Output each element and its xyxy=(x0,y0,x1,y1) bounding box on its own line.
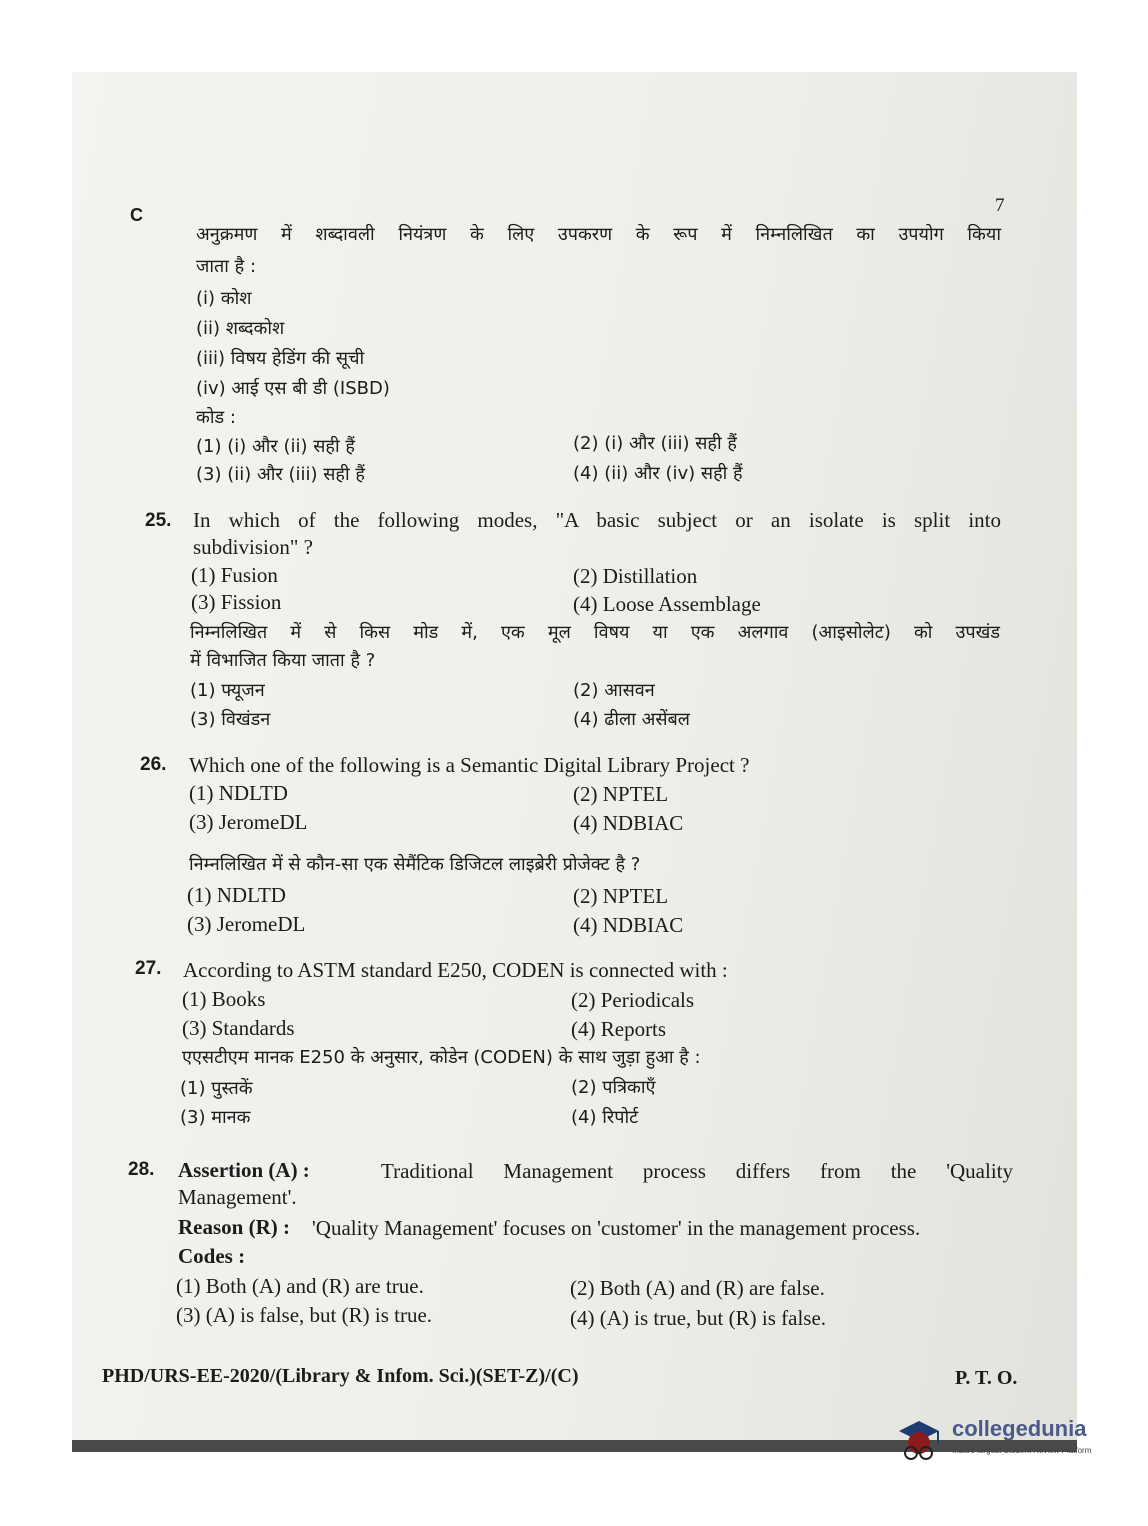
q27-en-option: (3) Standards xyxy=(182,1016,295,1040)
question-number: 28. xyxy=(128,1159,155,1180)
q28-option: (2) Both (A) and (R) are false. xyxy=(570,1276,825,1300)
q27-hi-option: (2) पत्रिकाएँ xyxy=(571,1077,656,1098)
q28-reason-text: 'Quality Management' focuses on 'customer' in the management process. xyxy=(312,1216,921,1240)
q26-hi-option: (2) NPTEL xyxy=(573,884,669,908)
q27-hi-option: (3) मानक xyxy=(180,1107,251,1128)
q25-hi-option: (4) ढीला असेंबल xyxy=(573,709,691,730)
q28-assertion-line2: Management'. xyxy=(178,1185,297,1209)
question-number: 25. xyxy=(145,510,172,531)
q26-en-option: (2) NPTEL xyxy=(573,782,669,806)
q28-assertion-line1: Traditional Management process differs from the 'Quality xyxy=(381,1159,1013,1183)
question-number: 26. xyxy=(140,754,167,775)
watermark-tagline: India's largest Student Review Platform xyxy=(952,1446,1092,1455)
q25-en-option: (1) Fusion xyxy=(191,563,278,587)
graduate-icon xyxy=(893,1415,945,1467)
paper-code: PHD/URS-EE-2020/(Library & Infom. Sci.)(SET-Z)/(C) xyxy=(102,1365,579,1387)
q26-hi-stem: निम्नलिखित में से कौन-सा एक सेमैंटिक डिजिटल लाइब्रेरी प्रोजेक्ट है ? xyxy=(189,854,641,875)
q28-assertion-label: Assertion (A) : xyxy=(178,1158,310,1182)
q27-hi-option: (1) पुस्तकें xyxy=(180,1078,253,1099)
question-number: 27. xyxy=(135,958,162,979)
q26-en-option: (3) JeromeDL xyxy=(189,810,308,834)
q25-en-option: (3) Fission xyxy=(191,590,282,614)
q26-en-option: (1) NDLTD xyxy=(189,781,288,805)
q24-stem-line2: जाता है : xyxy=(196,256,257,277)
q25-hi-option: (1) फ्यूजन xyxy=(190,680,265,701)
q24-item: (iii) विषय हेडिंग की सूची xyxy=(196,348,365,369)
q25-en-line2: subdivision" ? xyxy=(193,535,313,559)
q28-option: (3) (A) is false, but (R) is true. xyxy=(176,1303,433,1327)
q24-option: (1) (i) और (ii) सही हैं xyxy=(196,436,355,457)
q28-option: (4) (A) is true, but (R) is false. xyxy=(570,1306,827,1330)
q25-en-line1: In which of the following modes, "A basic subject or an isolate is split into xyxy=(193,508,1001,532)
q24-item: (ii) शब्दकोश xyxy=(196,318,285,339)
q24-option: (4) (ii) और (iv) सही हैं xyxy=(573,463,743,484)
q26-hi-option: (4) NDBIAC xyxy=(573,913,684,937)
q25-en-option: (2) Distillation xyxy=(573,564,698,588)
q27-hi-option: (4) रिपोर्ट xyxy=(571,1107,639,1128)
watermark-brand: collegedunia xyxy=(952,1416,1087,1441)
q26-en-stem: Which one of the following is a Semantic Digital Library Project ? xyxy=(189,753,750,777)
q27-en-option: (4) Reports xyxy=(571,1017,667,1041)
collegedunia-logo xyxy=(893,1415,945,1472)
q25-en-option: (4) Loose Assemblage xyxy=(573,592,761,616)
q25-hi-option: (3) विखंडन xyxy=(190,709,271,730)
q25-hi-line1: निम्नलिखित में से किस मोड में, एक मूल विषय या एक अलगाव (आइसोलेट) को उपखंड xyxy=(190,622,1000,643)
q26-en-option: (4) NDBIAC xyxy=(573,811,684,835)
q28-codes-label: Codes : xyxy=(178,1244,246,1268)
q27-en-stem: According to ASTM standard E250, CODEN is connected with : xyxy=(183,958,728,982)
q26-hi-option: (3) JeromeDL xyxy=(187,912,306,936)
set-label: C xyxy=(130,205,143,225)
q24-stem-line1: अनुक्रमण में शब्दावली नियंत्रण के लिए उपकरण के रूप में निम्नलिखित का उपयोग किया xyxy=(196,224,1001,245)
q27-en-option: (2) Periodicals xyxy=(571,988,695,1012)
q24-item: (i) कोश xyxy=(196,288,252,309)
q24-option: (2) (i) और (iii) सही हैं xyxy=(573,433,737,454)
q25-hi-option: (2) आसवन xyxy=(573,680,655,701)
q24-item: (iv) आई एस बी डी (ISBD) xyxy=(196,378,390,399)
q24-code-label: कोड : xyxy=(196,407,236,428)
q27-hi-stem: एएसटीएम मानक E250 के अनुसार, कोडेन (CODEN) के साथ जुड़ा हुआ है : xyxy=(182,1047,701,1068)
q24-option: (3) (ii) और (iii) सही हैं xyxy=(196,464,365,485)
q26-hi-option: (1) NDLTD xyxy=(187,883,286,907)
page-number: 7 xyxy=(995,195,1005,216)
q28-reason-label: Reason (R) : xyxy=(178,1215,290,1239)
q25-hi-line2: में विभाजित किया जाता है ? xyxy=(190,650,376,671)
pto-label: P. T. O. xyxy=(955,1367,1018,1389)
q27-en-option: (1) Books xyxy=(182,987,266,1011)
q28-option: (1) Both (A) and (R) are true. xyxy=(176,1274,424,1298)
